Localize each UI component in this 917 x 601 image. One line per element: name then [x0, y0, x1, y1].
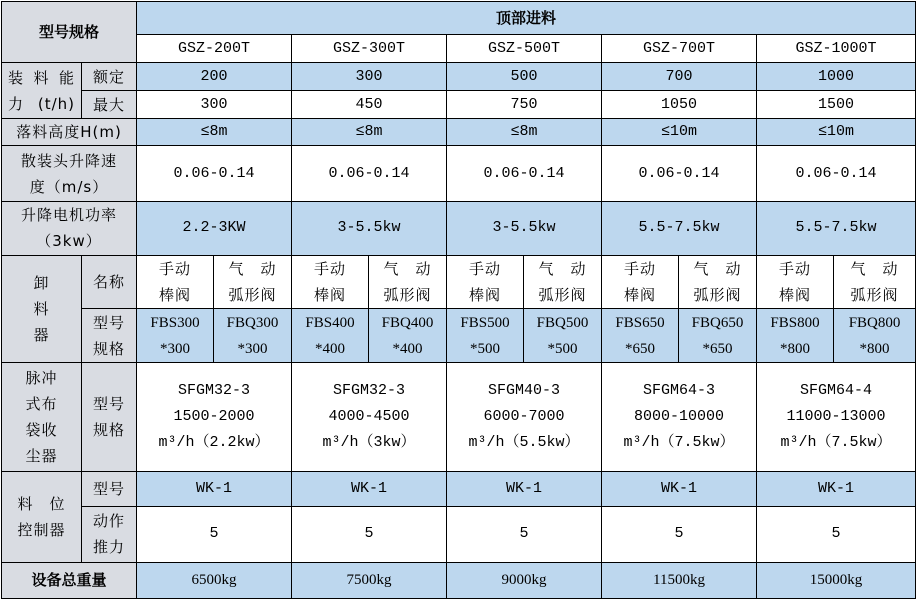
unloader-label: [2, 255, 82, 362]
pneumatic-name-line2: 弧形阀: [228, 285, 277, 304]
pneumatic-name-line1: 气 动: [228, 259, 277, 278]
motor-power-value: 5.5-7.5kw: [757, 201, 916, 255]
dust-unit: m³/h（2.2kw）: [158, 433, 270, 451]
manual-name-line2: 棒阀: [314, 285, 347, 304]
unloader-name-label: 名称: [82, 255, 137, 308]
drop-height-value: ≤8m: [137, 119, 292, 146]
rated-value: 300: [292, 63, 447, 91]
drop-height-value: ≤8m: [447, 119, 602, 146]
dust-unit: m³/h（7.5kw）: [623, 433, 735, 451]
manual-name-line2: 棒阀: [624, 285, 657, 304]
drop-height-value: ≤8m: [292, 119, 447, 146]
unloader-manual-spec: [292, 308, 369, 362]
pneumatic-name-line1: 气 动: [693, 259, 742, 278]
spec-size: *400: [392, 340, 423, 357]
spec-code: FBQ300: [226, 314, 279, 331]
dust-flow: 1500-2000: [173, 407, 255, 425]
dust-unit: m³/h（7.5kw）: [780, 433, 892, 451]
pneumatic-name-line2: 弧形阀: [693, 285, 742, 304]
dust-collector-label-line: 尘器: [25, 446, 58, 465]
model-header: GSZ-500T: [447, 35, 602, 63]
level-force-value: 5: [292, 506, 447, 562]
rated-value: 700: [602, 63, 757, 91]
dust-model: SFGM32-3: [178, 381, 251, 399]
level-force-label-line1: 动作: [93, 512, 126, 531]
spec-code: FBS800: [770, 314, 820, 331]
unloader-pneumatic-spec: [524, 308, 602, 362]
model-header: GSZ-300T: [292, 35, 447, 63]
pneumatic-name-line2: 弧形阀: [850, 285, 899, 304]
motor-power-label-line2: （3kw）: [36, 232, 102, 251]
dust-model: SFGM64-4: [800, 381, 873, 399]
model-header: GSZ-700T: [602, 35, 757, 63]
spec-size: *500: [470, 340, 501, 357]
manual-name-line1: 手动: [159, 259, 192, 278]
unloader-manual-name: [292, 255, 369, 308]
rated-value: 500: [447, 63, 602, 91]
unloader-manual-name: [602, 255, 679, 308]
unloader-manual-spec: [757, 308, 834, 362]
unloader-label-char: 卸: [33, 273, 50, 292]
manual-name-line2: 棒阀: [159, 285, 192, 304]
level-controller-label: [2, 471, 82, 562]
dust-collector-value: [137, 363, 292, 471]
manual-name-line1: 手动: [624, 259, 657, 278]
max-value: 1500: [757, 91, 916, 119]
dust-spec-label-line2: 规格: [93, 420, 126, 439]
spec-code: FBQ400: [381, 314, 434, 331]
pneumatic-name-line1: 气 动: [383, 259, 432, 278]
spec-size: *300: [237, 340, 268, 357]
dust-collector-value: [602, 363, 757, 471]
level-force-value: 5: [757, 506, 916, 562]
level-model-label: 型号: [82, 471, 137, 506]
pneumatic-name-line1: 气 动: [850, 259, 899, 278]
spec-size: *500: [547, 340, 578, 357]
lift-speed-label-line1: 散装头升降速: [21, 151, 118, 170]
total-weight-value: 9000kg: [447, 562, 602, 598]
spec-size: *300: [160, 340, 191, 357]
unloader-manual-spec: [137, 308, 214, 362]
motor-power-value: 5.5-7.5kw: [602, 201, 757, 255]
spec-table: [1, 1, 916, 599]
unloader-pneumatic-spec: [834, 308, 916, 362]
dust-flow: 11000-13000: [786, 407, 886, 425]
dust-flow: 6000-7000: [483, 407, 565, 425]
unloader-manual-name: [757, 255, 834, 308]
model-header: GSZ-1000T: [757, 35, 916, 63]
unloader-manual-name: [137, 255, 214, 308]
capacity-label-line2: 力(t/h): [8, 94, 75, 113]
lift-speed-value: 0.06-0.14: [292, 146, 447, 201]
total-weight-value: 7500kg: [292, 562, 447, 598]
unloader-label-char: 器: [33, 325, 50, 344]
dust-model: SFGM64-3: [643, 381, 716, 399]
unloader-pneumatic-spec: [679, 308, 757, 362]
max-value: 750: [447, 91, 602, 119]
level-controller-label-line1: 料 位: [17, 494, 66, 513]
total-weight-value: 11500kg: [602, 562, 757, 598]
drop-height-label: 落料高度H(m): [2, 119, 137, 146]
lift-speed-value: 0.06-0.14: [137, 146, 292, 201]
motor-power-value: 2.2-3KW: [137, 201, 292, 255]
manual-name-line1: 手动: [314, 259, 347, 278]
dust-collector-label-line: 式布: [25, 394, 58, 413]
lift-speed-value: 0.06-0.14: [602, 146, 757, 201]
model-header: GSZ-200T: [137, 35, 292, 63]
motor-power-value: 3-5.5kw: [292, 201, 447, 255]
total-weight-label: 设备总重量: [2, 562, 137, 598]
dust-model: SFGM40-3: [488, 381, 561, 399]
spec-size: *650: [625, 340, 656, 357]
unloader-pneumatic-name: [679, 255, 757, 308]
spec-size: *650: [702, 340, 733, 357]
dust-collector-label: [2, 363, 82, 471]
pneumatic-name-line2: 弧形阀: [383, 285, 432, 304]
lift-speed-label-line2: 度（m/s）: [29, 177, 109, 196]
dust-flow: 4000-4500: [328, 407, 410, 425]
spec-code: FBQ500: [536, 314, 589, 331]
total-weight-value: 6500kg: [137, 562, 292, 598]
top-group-header: 顶部进料: [137, 2, 916, 35]
unloader-spec-label: [82, 308, 137, 362]
dust-collector-value: [757, 363, 916, 471]
spec-code: FBS300: [150, 314, 200, 331]
drop-height-value: ≤10m: [602, 119, 757, 146]
dust-flow: 8000-10000: [634, 407, 725, 425]
level-force-label: [82, 506, 137, 562]
manual-name-line1: 手动: [779, 259, 812, 278]
dust-model: SFGM32-3: [333, 381, 406, 399]
unloader-manual-spec: [447, 308, 524, 362]
spec-size: *800: [859, 340, 890, 357]
unloader-manual-spec: [602, 308, 679, 362]
max-label: 最大: [82, 91, 137, 119]
level-model-value: WK-1: [292, 471, 447, 506]
manual-name-line1: 手动: [469, 259, 502, 278]
rated-value: 1000: [757, 63, 916, 91]
max-value: 450: [292, 91, 447, 119]
spec-code: FBQ650: [691, 314, 744, 331]
level-force-label-line2: 推力: [93, 538, 126, 557]
spec-code: FBS400: [305, 314, 355, 331]
unloader-pneumatic-name: [214, 255, 292, 308]
dust-spec-label-line1: 型号: [93, 394, 126, 413]
total-weight-value: 15000kg: [757, 562, 916, 598]
level-controller-label-line2: 控制器: [17, 520, 66, 539]
unloader-pneumatic-name: [524, 255, 602, 308]
level-model-value: WK-1: [447, 471, 602, 506]
max-value: 300: [137, 91, 292, 119]
unloader-pneumatic-spec: [214, 308, 292, 362]
lift-speed-value: 0.06-0.14: [757, 146, 916, 201]
lift-speed-label: [2, 146, 137, 201]
manual-name-line2: 棒阀: [779, 285, 812, 304]
level-force-value: 5: [137, 506, 292, 562]
dust-collector-label-line: 袋收: [25, 420, 58, 439]
dust-collector-label-line: 脉冲: [25, 368, 58, 387]
dust-collector-value: [447, 363, 602, 471]
spec-size: *400: [315, 340, 346, 357]
unloader-pneumatic-spec: [369, 308, 447, 362]
rated-label: 额定: [82, 63, 137, 91]
dust-unit: m³/h（3kw）: [322, 433, 416, 451]
manual-name-line2: 棒阀: [469, 285, 502, 304]
pneumatic-name-line1: 气 动: [538, 259, 587, 278]
dust-collector-spec-label: [82, 363, 137, 471]
unloader-spec-label-line1: 型号: [93, 313, 126, 332]
level-model-value: WK-1: [602, 471, 757, 506]
unloader-pneumatic-name: [834, 255, 916, 308]
rated-value: 200: [137, 63, 292, 91]
pneumatic-name-line2: 弧形阀: [538, 285, 587, 304]
level-force-value: 5: [447, 506, 602, 562]
spec-code: FBS500: [460, 314, 510, 331]
spec-code: FBQ800: [848, 314, 901, 331]
unloader-pneumatic-name: [369, 255, 447, 308]
spec-size: *800: [780, 340, 811, 357]
level-force-value: 5: [602, 506, 757, 562]
unloader-label-char: 料: [33, 299, 50, 318]
dust-unit: m³/h（5.5kw）: [468, 433, 580, 451]
header-label-cell: 型号规格: [2, 2, 137, 63]
capacity-label: [2, 63, 82, 119]
spec-code: FBS650: [615, 314, 665, 331]
dust-collector-value: [292, 363, 447, 471]
motor-power-label-line1: 升降电机功率: [21, 206, 118, 225]
motor-power-value: 3-5.5kw: [447, 201, 602, 255]
unloader-spec-label-line2: 规格: [93, 339, 126, 358]
drop-height-value: ≤10m: [757, 119, 916, 146]
level-model-value: WK-1: [137, 471, 292, 506]
motor-power-label: [2, 201, 137, 255]
level-model-value: WK-1: [757, 471, 916, 506]
capacity-label-line1: 装料能: [8, 68, 75, 87]
unloader-manual-name: [447, 255, 524, 308]
lift-speed-value: 0.06-0.14: [447, 146, 602, 201]
max-value: 1050: [602, 91, 757, 119]
